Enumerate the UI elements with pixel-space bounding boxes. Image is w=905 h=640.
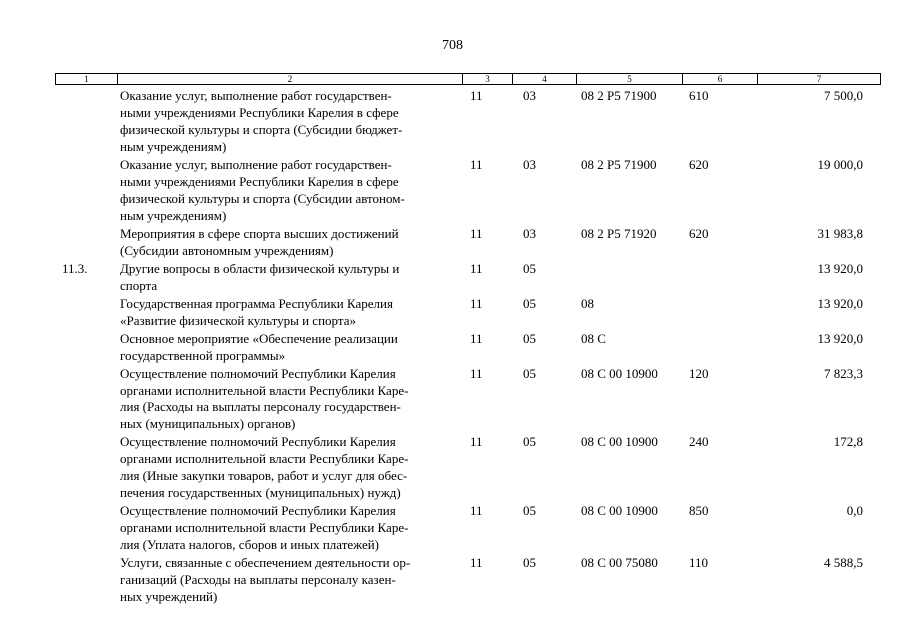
description-line: Осуществление полномочий Республики Карелия <box>120 365 396 381</box>
description-line: Оказание услуг, выполнение работ государствен- <box>120 88 392 103</box>
amount: 7 823,3 <box>824 365 863 381</box>
row-number <box>0 366 120 434</box>
table-row <box>0 503 905 554</box>
row-description <box>120 157 468 225</box>
row-description <box>120 434 468 502</box>
amount: 172,8 <box>833 434 863 450</box>
table-row <box>0 434 905 502</box>
description-line: Оказание услуг, выполнение работ государствен- <box>120 156 392 172</box>
description-line: государственной программы» <box>120 347 286 363</box>
row-description <box>120 331 468 365</box>
subsection-code: 05 <box>523 555 536 571</box>
description-line: физической культуры и спорта (Субсидии автоном- <box>120 190 405 206</box>
description-line: ных учреждений) <box>120 588 218 604</box>
expense-type-code <box>687 331 775 365</box>
subsection-code: 03 <box>523 156 536 172</box>
subsection-code: 05 <box>523 330 536 346</box>
target-article-code: 08 <box>581 295 594 311</box>
target-article-code: 08 С <box>581 330 606 346</box>
section-code: 11 <box>470 156 483 172</box>
row-number: 11.3. <box>62 260 88 276</box>
section-code: 11 <box>470 295 483 311</box>
header-col-6: 6 <box>682 73 758 85</box>
description-line: печения государственных (муниципальных) нужд) <box>120 485 401 501</box>
target-article-code: 08 С 00 10900 <box>581 503 658 519</box>
description-line: Государственная программа Республики Карелия <box>120 295 393 311</box>
description-line: органами исполнительной власти Республики Каре- <box>120 520 409 536</box>
description-line: Другие вопросы в области физической культуры и <box>120 260 400 276</box>
table-row <box>0 366 905 434</box>
description-line: Мероприятия в сфере спорта высших достижений <box>120 225 399 241</box>
subsection-code: 05 <box>523 365 536 381</box>
table-row <box>0 296 905 330</box>
amount: 13 920,0 <box>817 295 863 311</box>
amount: 4 588,5 <box>824 555 863 571</box>
expense-type-code: 110 <box>689 555 709 571</box>
subsection-code: 05 <box>523 434 536 450</box>
target-article-code: 08 С 00 10900 <box>581 434 658 450</box>
section-code: 11 <box>470 225 483 241</box>
section-code: 11 <box>470 330 483 346</box>
section-code: 11 <box>470 88 483 103</box>
description-line: лия (Расходы на выплаты персоналу государствен- <box>120 399 401 415</box>
row-description <box>120 261 468 295</box>
row-description <box>120 366 468 434</box>
description-line: ганизаций (Расходы на выплаты персоналу казен- <box>120 572 396 588</box>
subsection-code: 05 <box>523 503 536 519</box>
header-col-7: 7 <box>757 73 881 85</box>
header-col-2: 2 <box>117 73 463 85</box>
description-line: физической культуры и спорта (Субсидии бюджет- <box>120 121 403 137</box>
description-line: (Субсидии автономным учреждениям) <box>120 242 334 258</box>
description-line: ных (муниципальных) органов) <box>120 416 296 432</box>
description-line: ными учреждениями Республики Карелия в сфере <box>120 173 399 189</box>
page-number: 708 <box>442 38 463 53</box>
expense-type-code: 620 <box>689 156 709 172</box>
row-description <box>120 555 468 606</box>
target-article-code: 08 2 Р5 71900 <box>581 88 657 103</box>
description-line: органами исполнительной власти Республики Каре- <box>120 451 409 467</box>
header-col-5: 5 <box>576 73 683 85</box>
subsection-code: 03 <box>523 88 536 103</box>
table-body <box>0 88 905 607</box>
section-code: 11 <box>470 503 483 519</box>
amount: 13 920,0 <box>817 260 863 276</box>
description-line: Услуги, связанные с обеспечением деятельности ор- <box>120 555 411 571</box>
description-line: органами исполнительной власти Республики Каре- <box>120 382 409 398</box>
row-number <box>0 434 120 502</box>
section-code: 11 <box>470 434 483 450</box>
header-col-1: 1 <box>55 73 118 85</box>
amount: 0,0 <box>846 503 863 519</box>
amount: 19 000,0 <box>817 156 863 172</box>
table-row <box>0 157 905 225</box>
target-article-code <box>581 261 687 295</box>
row-number <box>0 157 120 225</box>
description-line: Осуществление полномочий Республики Карелия <box>120 434 396 450</box>
row-number <box>0 331 120 365</box>
description-line: ным учреждениям) <box>120 207 227 223</box>
amount: 7 500,0 <box>824 88 863 103</box>
expense-type-code: 620 <box>689 225 709 241</box>
header-col-3: 3 <box>462 73 513 85</box>
description-line: спорта <box>120 277 158 293</box>
section-code: 11 <box>470 365 483 381</box>
table-row <box>0 261 905 295</box>
subsection-code: 05 <box>523 260 536 276</box>
description-line: Основное мероприятие «Обеспечение реализации <box>120 330 398 346</box>
expense-type-code: 850 <box>689 503 709 519</box>
row-description <box>120 226 468 260</box>
target-article-code: 08 2 Р5 71920 <box>581 225 657 241</box>
description-line: лия (Уплата налогов, сборов и иных платежей) <box>120 537 380 553</box>
table-row <box>0 226 905 260</box>
expense-type-code <box>687 261 775 295</box>
expense-type-code: 610 <box>689 88 709 103</box>
subsection-code: 05 <box>523 295 536 311</box>
description-line: ным учреждениям) <box>120 138 227 154</box>
expense-type-code <box>687 296 775 330</box>
expense-type-code: 120 <box>689 365 709 381</box>
header-col-4: 4 <box>512 73 577 85</box>
target-article-code: 08 С 00 10900 <box>581 365 658 381</box>
table-row <box>0 555 905 606</box>
description-line: лия (Иные закупки товаров, работ и услуг для обес- <box>120 468 408 484</box>
amount: 31 983,8 <box>817 225 863 241</box>
subsection-code: 03 <box>523 225 536 241</box>
description-line: «Развитие физической культуры и спорта» <box>120 312 356 328</box>
section-code: 11 <box>470 555 483 571</box>
row-description <box>120 88 468 156</box>
target-article-code: 08 С 00 75080 <box>581 555 658 571</box>
table-row <box>0 331 905 365</box>
row-description <box>120 296 468 330</box>
row-description <box>120 503 468 554</box>
section-code: 11 <box>470 260 483 276</box>
description-line: ными учреждениями Республики Карелия в сфере <box>120 104 399 120</box>
row-number <box>0 226 120 260</box>
description-line: Осуществление полномочий Республики Карелия <box>120 503 396 519</box>
row-gap <box>0 606 905 607</box>
table-row <box>0 88 905 156</box>
target-article-code: 08 2 Р5 71900 <box>581 156 657 172</box>
row-number <box>0 296 120 330</box>
row-number <box>0 503 120 554</box>
amount: 13 920,0 <box>817 330 863 346</box>
row-number <box>0 88 120 156</box>
row-number <box>0 555 120 606</box>
expense-type-code: 240 <box>689 434 709 450</box>
